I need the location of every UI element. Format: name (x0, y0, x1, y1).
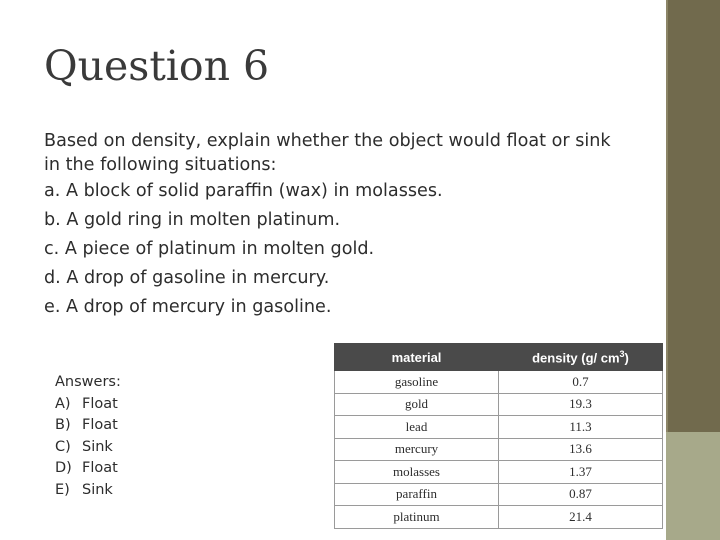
header-density (499, 344, 663, 371)
answers-heading: Answers: (55, 374, 121, 390)
answer-letter: C) (55, 438, 71, 455)
answers-list (55, 372, 121, 502)
table-header-row (335, 344, 663, 371)
table-row (335, 483, 663, 506)
material-cell: lead (335, 416, 499, 439)
density-cell: 21.4 (499, 506, 663, 529)
header-density-text: density (g/ cm (532, 350, 620, 366)
question-text (44, 129, 654, 322)
answer-value: Sink (82, 438, 113, 455)
density-table (334, 343, 663, 529)
table-row (335, 438, 663, 461)
material-cell: gasoline (335, 371, 499, 394)
question-item-a: a. A block of solid paraffin (wax) in molasses. (44, 181, 443, 201)
answer-item (55, 394, 121, 416)
header-material: material (335, 344, 499, 371)
answer-letter: E) (55, 481, 70, 498)
answer-value: Float (82, 395, 118, 412)
table-row (335, 393, 663, 416)
answer-value: Float (82, 460, 118, 477)
answer-letter: A) (55, 395, 71, 412)
question-item-c: c. A piece of platinum in molten gold. (44, 239, 375, 259)
density-cell: 1.37 (499, 461, 663, 484)
density-cell: 13.6 (499, 438, 663, 461)
material-cell: mercury (335, 438, 499, 461)
answer-value: Float (82, 417, 118, 434)
question-line: Based on density, explain whether the object would float or sink (44, 131, 611, 151)
table-row (335, 371, 663, 394)
answer-value: Sink (82, 481, 113, 498)
answer-letter: B) (55, 417, 71, 434)
density-cell: 0.87 (499, 483, 663, 506)
question-item-b: b. A gold ring in molten platinum. (44, 210, 341, 230)
answer-item (55, 415, 121, 437)
question-item-d: d. A drop of gasoline in mercury. (44, 268, 330, 288)
sidebar-accent-block (666, 432, 720, 540)
question-item-e: e. A drop of mercury in gasoline. (44, 297, 332, 317)
table-row (335, 416, 663, 439)
answer-item (55, 458, 121, 480)
slide-title: Question 6 (44, 42, 270, 90)
question-line: in the following situations: (44, 155, 277, 175)
material-cell: paraffin (335, 483, 499, 506)
table-row (335, 461, 663, 484)
header-density-exponent: 3 (619, 348, 625, 359)
answer-item (55, 437, 121, 459)
answer-item (55, 480, 121, 502)
material-cell: platinum (335, 506, 499, 529)
material-cell: molasses (335, 461, 499, 484)
density-cell: 11.3 (499, 416, 663, 439)
material-cell: gold (335, 393, 499, 416)
answer-letter: D) (55, 460, 72, 477)
table-row (335, 506, 663, 529)
density-cell: 19.3 (499, 393, 663, 416)
header-density-close: ) (624, 350, 629, 366)
density-cell: 0.7 (499, 371, 663, 394)
